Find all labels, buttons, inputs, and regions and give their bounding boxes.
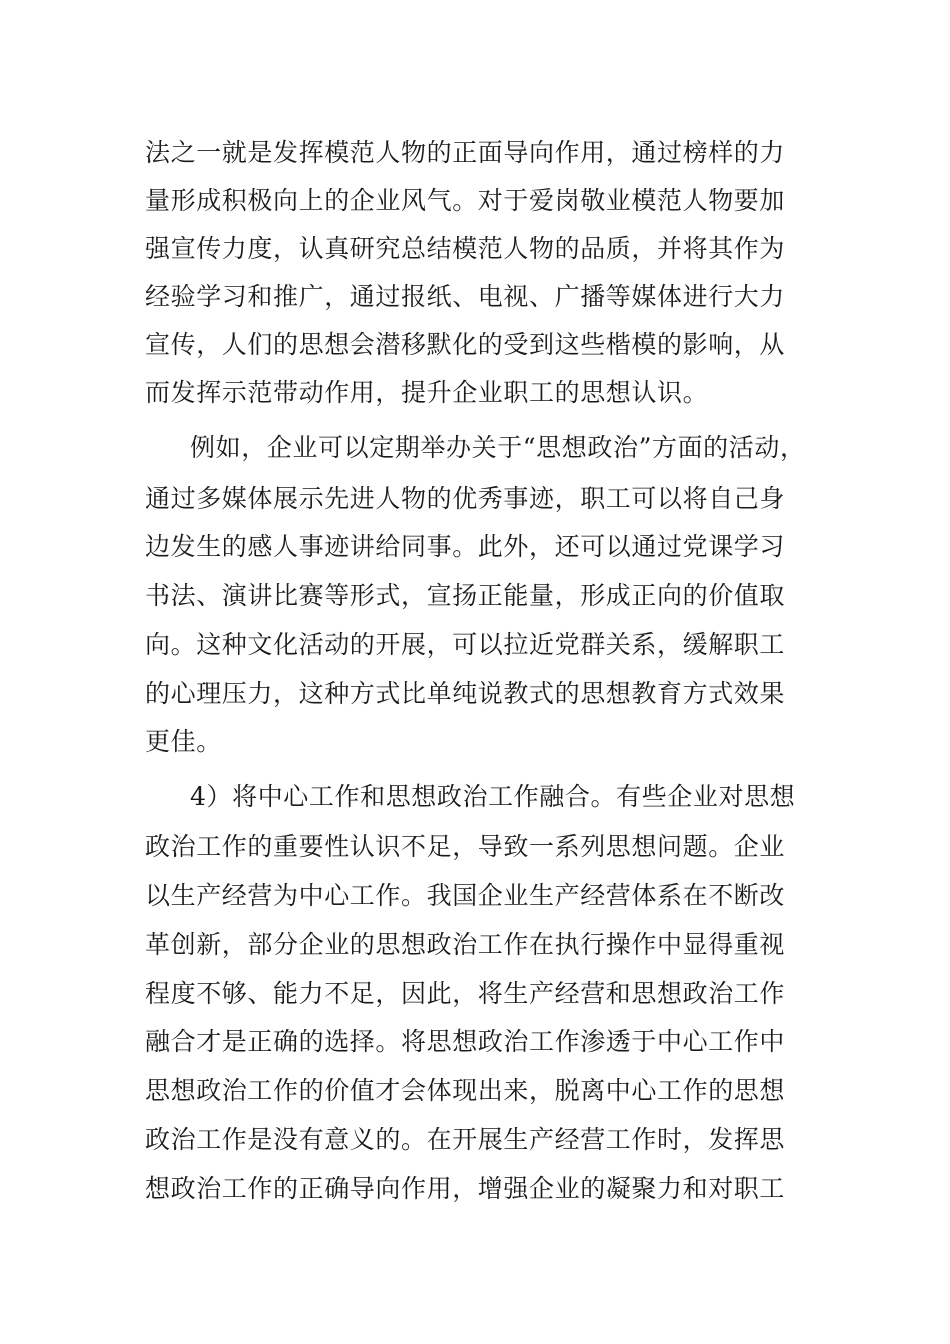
text-line: 思想政治工作的价值才会体现出来，脱离中心工作的思想 xyxy=(145,1076,786,1105)
text-line: 的心理压力，这种方式比单纯说教式的思想教育方式效果 xyxy=(145,679,786,708)
text-line: 程度不够、能力不足，因此，将生产经营和思想政治工作 xyxy=(145,979,786,1008)
text-line: 书法、演讲比赛等形式，宣扬正能量，形成正向的价值取 xyxy=(145,581,786,610)
text-line: 经验学习和推广，通过报纸、电视、广播等媒体进行大力 xyxy=(145,282,786,311)
text-line: 向。这种文化活动的开展，可以拉近党群关系，缓解职工 xyxy=(145,630,786,659)
text-line: 而发挥示范带动作用，提升企业职工的思想认识。 xyxy=(145,378,709,407)
text-line: 量形成积极向上的企业风气。对于爱岗敬业模范人物要加 xyxy=(145,186,786,215)
text-line: 法之一就是发挥模范人物的正面导向作用，通过榜样的力 xyxy=(145,138,786,167)
text-line: 政治工作的重要性认识不足，导致一系列思想问题。企业 xyxy=(145,832,786,861)
text-line: 宣传，人们的思想会潜移默化的受到这些楷模的影响，从 xyxy=(145,330,786,359)
text-line: 想政治工作的正确导向作用，增强企业的凝聚力和对职工 xyxy=(145,1174,786,1203)
text-line: 边发生的感人事迹讲给同事。此外，还可以通过党课学习 xyxy=(145,532,786,561)
text-line: 更佳。 xyxy=(145,727,222,756)
text-line: 融合才是正确的选择。将思想政治工作渗透于中心工作中 xyxy=(145,1027,786,1056)
text-line: 例如，企业可以定期举办关于“思想政治”方面的活动， xyxy=(190,433,806,462)
text-line: 通过多媒体展示先进人物的优秀事迹，职工可以将自己身 xyxy=(145,484,786,513)
text-line: 革创新，部分企业的思想政治工作在执行操作中显得重视 xyxy=(145,930,786,959)
text-line: 以生产经营为中心工作。我国企业生产经营体系在不断改 xyxy=(145,881,786,910)
text-line: 政治工作是没有意义的。在开展生产经营工作时，发挥思 xyxy=(145,1125,786,1154)
text-line: 4）将中心工作和思想政治工作融合。有些企业对思想 xyxy=(190,782,796,811)
text-line: 强宣传力度，认真研究总结模范人物的品质，并将其作为 xyxy=(145,234,786,263)
